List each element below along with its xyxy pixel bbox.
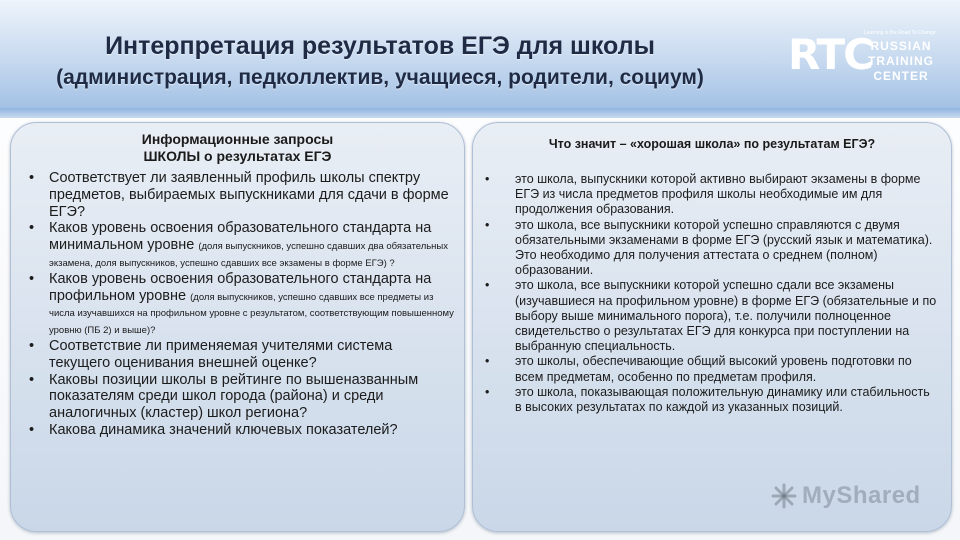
watermark: MyShared [802, 482, 921, 509]
right-panel-heading: Что значит – «хорошая школа» по результатам ЕГЭ? [548, 137, 876, 151]
good-school-list [485, 172, 937, 415]
list-item: • Какова динамика значений ключевых показателей? [25, 422, 457, 439]
logo-word: RUSSIAN [870, 39, 932, 53]
list-item: • Соответствие ли применяемая учителями система текущего оценивания внешней оценке? [25, 338, 457, 372]
school-requests-list [25, 170, 457, 439]
header-band [0, 108, 960, 118]
logo-word: TRAINING [868, 54, 934, 68]
rtc-logo [788, 24, 938, 90]
list-item: • это школа, показывающая положительную динамику или стабильность в высоких результатах по каждой из указанных позиций. [485, 385, 937, 415]
slide-title: Интерпретация результатов ЕГЭ для школы [105, 32, 655, 60]
list-item: • Каков уровень освоения образовательного стандарта на профильном уровне (доля выпускников, успешно сдавших все предметы из числа изучавшихся на профильном уровне с результатом, соответствующим повышенному уровню (ПБ 2) и выше)? [25, 271, 457, 338]
list-item: • Каков уровень освоения образовательного стандарта на минимальном уровне (доля выпускников, успешно сдавших два обязательных экзамена, доля выпускников, успешно сдавших все экзамены в форме ЕГЭ) ? [25, 220, 457, 270]
left-panel-heading [11, 131, 464, 165]
list-item: • Соответствует ли заявленный профиль школы спектру предметов, выбираемых выпускниками для сдачи в форме ЕГЭ? [25, 170, 457, 220]
logo-mark: RTC [788, 30, 872, 79]
watermark-icon [770, 482, 798, 510]
right-panel [472, 122, 952, 532]
list-item: • это школа, выпускники которой активно выбирают экзамены в форме ЕГЭ из числа предметов профиля школы необходимые им для продолжения образования. [485, 172, 937, 218]
list-item: • это школы, обеспечивающие общий высокий уровень подготовки по всем предметам, особенно по предметам профиля. [485, 354, 937, 384]
left-heading-line2: ШКОЛЫ о результатах ЕГЭ [143, 148, 332, 164]
list-item: • это школа, все выпускники которой успешно сдали все экзамены (изучавшиеся на профильном уровне) в форме ЕГЭ (обязательные и по выбору выше минимального порога), т.е. получили полноценное свидетельство о результатах ЕГЭ для конкурса при поступлении на выбранную специальность. [485, 278, 937, 354]
list-item: • это школа, все выпускники которой успешно справляются с двумя обязательными экзаменами в форме ЕГЭ (русский язык и математика). Это необходимо для получения аттестата о среднем (полном) образовании. [485, 218, 937, 279]
item-note: (доля выпускников, успешно сдавших все предметы из числа изучавшихся на профильном уровне с результатом, соответствующим повышенному уровню (ПБ 2) и выше)? [49, 291, 454, 337]
left-panel [10, 122, 465, 532]
logo-words [864, 39, 938, 84]
slide-subtitle: (администрация, педколлектив, учащиеся, родители, социум) [56, 66, 704, 89]
list-item: • Каковы позиции школы в рейтинге по вышеназванным показателям среди школ города (района) и среди аналогичных (кластер) школ региона? [25, 372, 457, 422]
logo-tagline: Learning is the Road To Change [864, 30, 936, 36]
item-note: (доля выпускников, успешно сдавших два обязательных экзамена, доля выпускников, успешно сдавших все экзамены в форме ЕГЭ) ? [49, 241, 449, 269]
logo-word: CENTER [873, 69, 929, 83]
left-heading-line1: Информационные запросы [141, 131, 334, 147]
